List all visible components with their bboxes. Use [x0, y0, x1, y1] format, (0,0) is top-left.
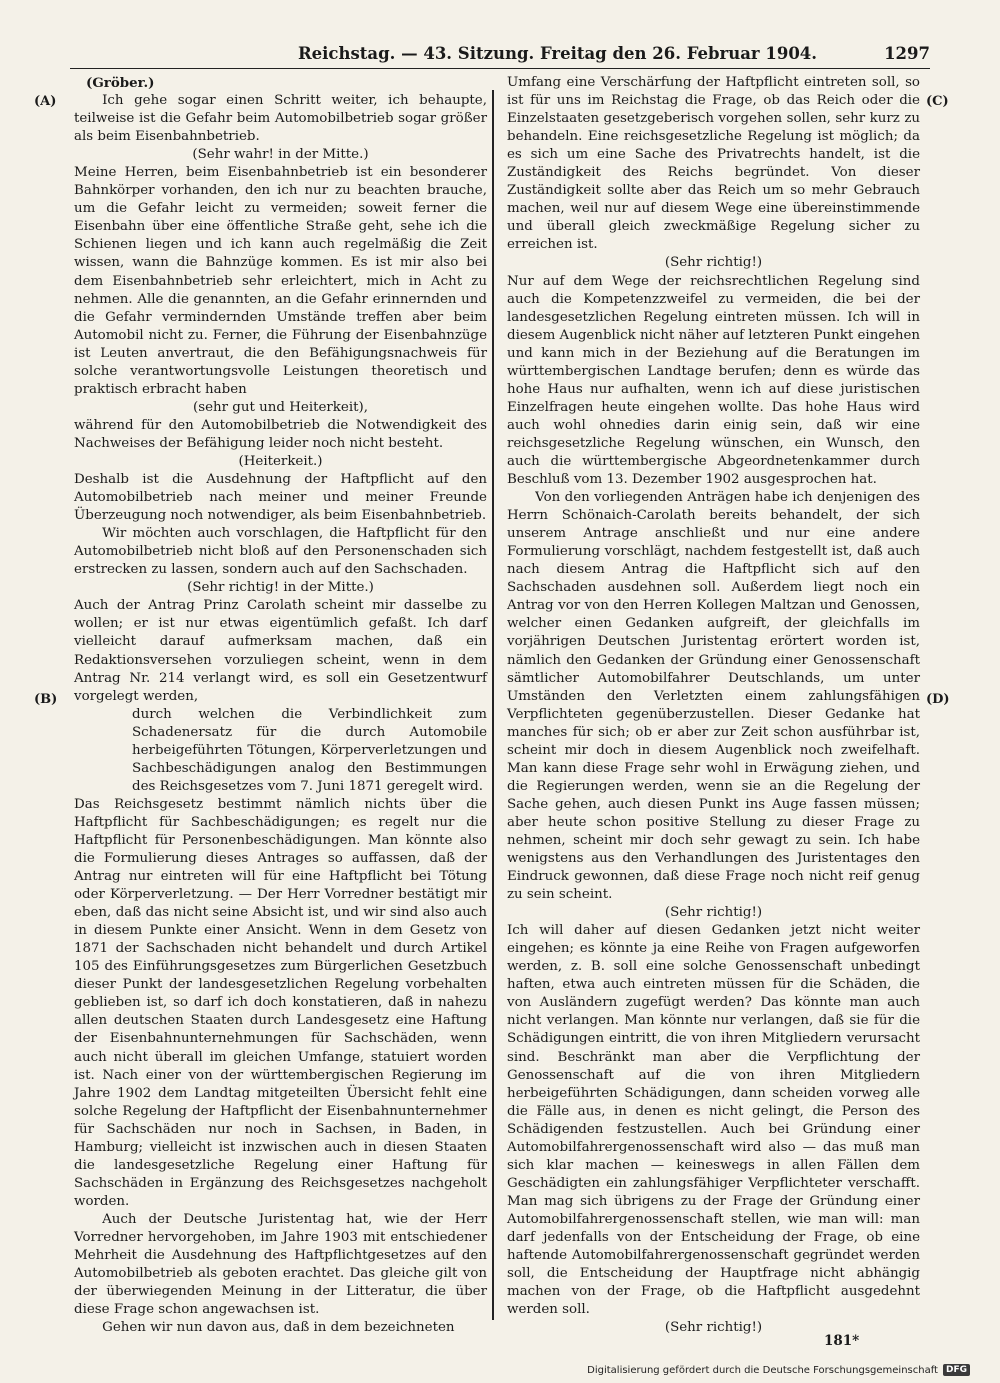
- paragraph: Von den vorliegenden Anträgen habe ich denjenigen des Herrn Schönaich-Carolath bereits behandelt, der sich unserem Antrage anschließt und nur eine andere Formulierung vorschlägt, nachdem festgestellt ist, daß auch nach diesem Antrag die Haftpflicht sich auf den Sachschaden ausdehnen soll. Außerdem liegt noch ein Antrag vor von den Herren Kollegen Maltzan und Genossen, welcher einen Gedanken aufgreift, der gleichfalls im vorjährigen Deutschen Juristentag erörtert worden ist, nämlich den Gedanken der Gründung einer Genossenschaft sämtlicher Automobilfahrer Deutschlands, um unter Umständen den Verletzten einem zahlungsfähigen Verpflichteten gegenüberzustellen. Dieser Gedanke hat manches für sich; ob er aber zur Zeit schon ausführbar ist, scheint mir doch in diesem Augenblick noch zweifelhaft. Man kann diese Frage sehr wohl in Erwägung ziehen, und die Regierungen werden, wenn sie an die Regelung der Sache gehen, auch diesen Punkt ins Auge fassen müssen; aber heute schon positive Stellung zu dieser Frage zu nehmen, scheint mir doch sehr gewagt zu sein. Ich habe wenigstens aus den Verhandlungen des Juristentages den Eindruck gewonnen, daß diese Frage noch nicht reif genug zu sein scheint.: [507, 490, 920, 903]
- speaker-name: (Gröber.): [86, 75, 155, 91]
- page-header: [70, 44, 930, 69]
- paragraph: Meine Herren, beim Eisenbahnbetrieb ist ein besonderer Bahnkörper vorhanden, den ich nur zu beachten brauche, um die Gefahr leicht zu vermeiden; soweit ferner die Eisenbahn über eine öffentliche Straße geht, sehe ich die Schienen liegen und ich kann auch regelmäßig die Zeit wissen, wann die Bahnzüge kommen. Es ist mir also bei dem Eisenbahnbetrieb sehr erleichtert, mich in Acht zu nehmen. Alle die genannten, an die Gefahr erinnernden und die Gefahr vermindernden Umstände treffen aber beim Automobil nicht zu. Ferner, die Führung der Eisenbahnzüge ist Leuten anvertraut, die den Befähigungsnachweis für solche verantwortungsvolle Leistungen theoretisch und praktisch erbracht haben: [74, 165, 487, 397]
- paragraph: Auch der Deutsche Juristentag hat, wie der Herr Vorredner hervorgehoben, im Jahre 1903 mit entschiedener Mehrheit die Ausdehnung des Haftpflichtgesetzes auf den Automobilbetrieb als geboten erachtet. Das gleiche gilt von der überwiegenden Meinung in der Litteratur, die über diese Frage schon angewachsen ist.: [74, 1211, 487, 1318]
- page-number: 1297: [884, 44, 930, 63]
- margin-marker-d: (D): [926, 692, 950, 707]
- paragraph: Ich gehe sogar einen Schritt weiter, ich behaupte, teilweise ist die Gefahr beim Automobilbetrieb sogar größer als beim Eisenbahnbetrieb.: [74, 93, 487, 145]
- paragraph: Wir möchten auch vorschlagen, die Haftpflicht für den Automobilbetrieb nicht bloß auf den Personenschaden sich erstrecken zu lassen, sondern auch auf den Sachschaden.: [74, 526, 487, 578]
- footer-text: Digitalisierung gefördert durch die Deutsche Forschungsgemeinschaft: [587, 1364, 938, 1376]
- paragraph: Ich will daher auf diesen Gedanken jetzt nicht weiter eingehen; es könnte ja eine Reihe von Fragen aufgeworfen werden, z. B. soll eine solche Genossenschaft unbedingt haften, etwa auch eintreten müssen für die Schäden, die von Ausländern zugefügt werden? Das könnte man auch nicht verlangen. Man könnte nur verlangen, daß sie für die Schädigungen eintritt, die von ihren Mitgliedern verursacht sind. Beschränkt man aber die Verpflichtung der Genossenschaft auf die von ihren Mitgliedern herbeigeführten Schädigungen, dann scheiden vorweg alle die Fälle aus, in denen es nicht gelingt, die Person des Schädigenden festzustellen. Auch bei Gründung einer Automobilfahrergenossenschaft wird also — das muß man sich klar machen — keineswegs in allen Fällen dem Geschädigten ein zahlungsfähiger Verpflichteter verschafft. Man mag sich übrigens zu der Frage der Gründung einer Automobilfahrergenossenschaft stellen, wie man will: man darf jedenfalls von der Entscheidung der Frage, ob eine haftende Automobilfahrergenossenschaft gegründet werden soll, die Entscheidung der Hauptfrage nicht abhängig machen von der Frage, ob die Haftpflicht ausgedehnt werden soll.: [507, 923, 920, 1318]
- margin-marker-c: (C): [926, 94, 949, 109]
- interjection: (Heiterkeit.): [238, 453, 323, 469]
- signature-mark: 181*: [824, 1333, 860, 1349]
- paragraph: Gehen wir nun davon aus, daß in dem bezeichneten: [102, 1320, 455, 1336]
- quoted-motion: durch welchen die Verbindlichkeit zum Schadenersatz für die durch Automobile herbeigeführten Tötungen, Körperverletzungen und Sachbeschädigungen analog den Bestimmungen des Reichsgesetzes vom 7. Juni 1871 geregelt wird.: [132, 706, 487, 794]
- margin-marker-b: (B): [34, 692, 58, 707]
- paragraph: Auch der Antrag Prinz Carolath scheint mir dasselbe zu wollen; er ist nur etwas eigentümlich gefaßt. Ich darf vielleicht darauf aufmerksam machen, daß ein Redaktionsversehen vorzuliegen scheint, wenn in dem Antrag Nr. 214 verlangt wird, es soll ein Gesetzentwurf vorgelegt werden,: [74, 598, 487, 704]
- interjection: (sehr gut und Heiterkeit),: [193, 399, 368, 415]
- interjection: (Sehr richtig!): [664, 255, 763, 271]
- interjection: (Sehr richtig! in der Mitte.): [187, 580, 374, 596]
- running-title: Reichstag. — 43. Sitzung. Freitag den 26. Februar 1904.: [297, 44, 818, 63]
- paragraph: Nur auf dem Wege der reichsrechtlichen Regelung sind auch die Kompetenzzweifel zu vermeiden, die bei der landesgesetzlichen Regelung eintreten müssen. Ich will in diesem Augenblick nicht näher auf letzteren Punkt eingehen und kann mich in der Beziehung auf die Beratungen im württembergischen Landtage berufen; denn es würde das hohe Haus nur aufhalten, wenn ich auf diese juristischen Einzelfragen heute eingehen wollte. Das hohe Haus wird auch wohl ohnedies darin einig sein, daß wir eine reichsgesetzliche Regelung wünschen, ein Wunsch, den auch die württembergische Abgeordnetenkammer durch Beschluß vom 13. Dezember 1902 ausgesprochen hat.: [507, 273, 920, 488]
- interjection: (Sehr richtig!): [664, 1320, 763, 1336]
- interjection: (Sehr richtig!): [664, 905, 763, 921]
- digitization-footer: [587, 1364, 970, 1376]
- right-column: [507, 74, 920, 1337]
- paragraph: Das Reichsgesetz bestimmt nämlich nichts über die Haftpflicht für Sachbeschädigungen; es regelt nur die Haftpflicht für Personenbeschädigungen. Man könnte also die Formulierung dieses Antrages so auffassen, daß der Antrag nur eintreten will für eine Haftpflicht bei Tötung oder Körperverletzung. — Der Herr Vorredner bestätigt mir eben, daß das nicht seine Absicht ist, und wir sind also auch in diesem Punkte einer Ansicht. Wenn in dem Gesetz von 1871 der Sachschaden nicht behandelt und durch Artikel 105 des Einführungsgesetzes zum Bürgerlichen Gesetzbuch dieser Punkt der landesgesetzlichen Regelung vorbehalten geblieben ist, so darf ich doch konstatieren, daß in nahezu allen deutschen Staaten durch Landesgesetz eine Haftung der Eisenbahnunternehmungen für Sachschäden, wenn auch nicht überall im gleichen Umfange, statuiert worden ist. Nach einer von der württembergischen Regierung im Jahre 1902 dem Landtag mitgeteilten Übersicht fehlt eine solche Regelung der Haftpflicht der Eisenbahnunternehmer für Sachschäden nur noch in Sachsen, in Baden, in Hamburg; vielleicht ist inzwischen auch in diesen Staaten die landesgesetzliche Regelung einer Haftung für Sachschäden in Ergänzung des Reichsgesetzes nachgeholt worden.: [74, 796, 487, 1209]
- interjection: (Sehr wahr! in der Mitte.): [192, 147, 369, 163]
- paragraph: Umfang eine Verschärfung der Haftpflicht eintreten soll, so ist für uns im Reichstag die Frage, ob das Reich oder die Einzelstaaten gesetzgeberisch vorgehen sollen, sehr kurz zu behandeln. Eine reichsgesetzliche Regelung ist möglich; da es sich um eine Sache des Privatrechts handelt, ist die Zuständigkeit des Reichs begründet. Von dieser Zuständigkeit sollte aber das Reich um so mehr Gebrauch machen, weil nur auf diesem Wege eine übereinstimmende und überall gleich zweckmäßige Regelung sicher zu erreichen ist.: [507, 75, 920, 253]
- left-column: [74, 74, 487, 1337]
- margin-marker-a: (A): [34, 94, 57, 109]
- paragraph: Deshalb ist die Ausdehnung der Haftpflicht auf den Automobilbetrieb nach meiner und meiner Freunde Überzeugung noch notwendiger, als beim Eisenbahnbetrieb.: [74, 472, 487, 524]
- paragraph: während für den Automobilbetrieb die Notwendigkeit des Nachweises der Befähigung leider noch nicht besteht.: [74, 417, 487, 451]
- column-divider: [492, 90, 494, 1320]
- dfg-logo: DFG: [943, 1364, 970, 1376]
